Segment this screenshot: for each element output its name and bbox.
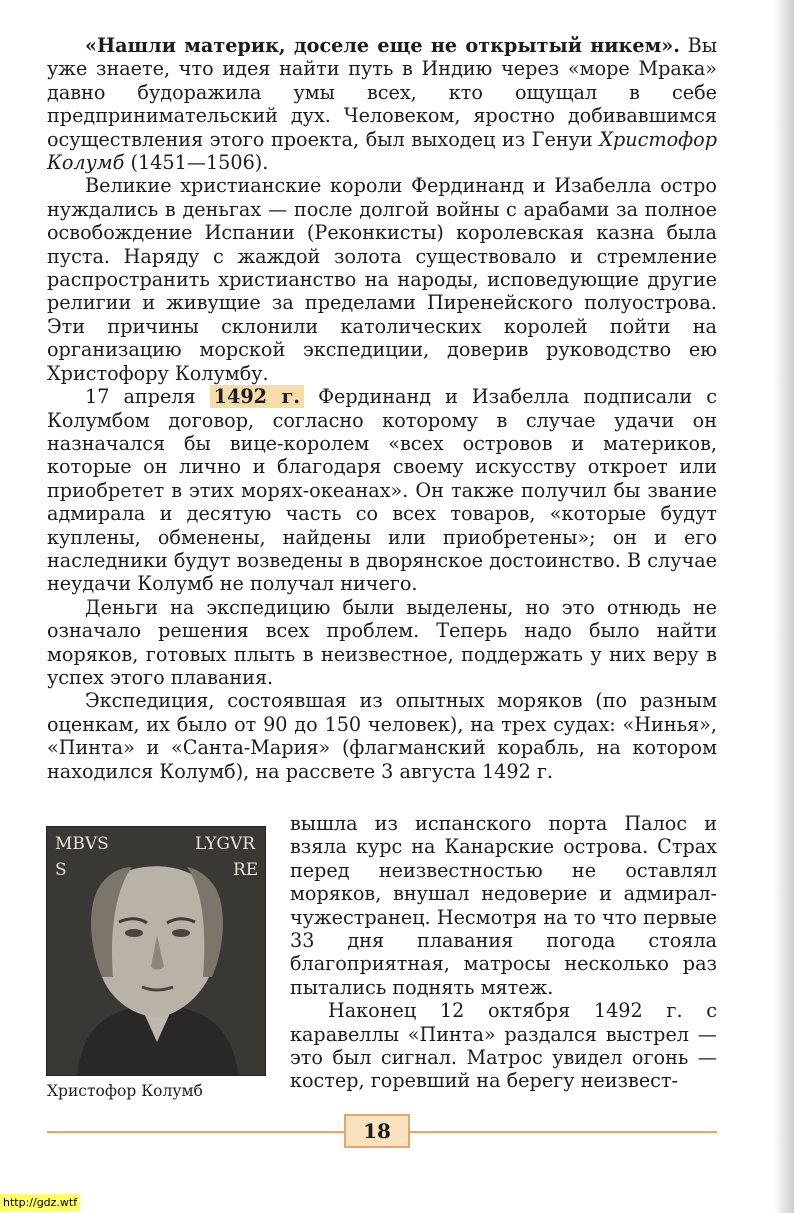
inscription-left-2: S bbox=[55, 860, 67, 880]
paragraph-3 bbox=[47, 385, 717, 596]
portrait-caption: Христофор Колумб bbox=[47, 1082, 203, 1100]
paragraph-5-continued: вышла из испанского порта Палос и взяла курс на Канарские острова. Страх перед неизвестностью не оставлял моряков, внушал недоверие и адмирал-чужестранец. Несмотря на то что первые 33 дня плавания погода стояла благоприятная, матросы несколько раз пытались поднять мятеж. bbox=[290, 812, 717, 999]
footer-rule-left bbox=[47, 1131, 344, 1133]
paragraph-3-text: Фердинанд и Изабелла подписали с Колумбом договор, согласно которому в случае удачи он назначался бы вице-королем «всех островов и материков, которые он лично и благодаря своему искусству откроет или приобретет в этих морях-океанах». Он также получил бы звание адмирала и десятую часть со всех товаров, «которые будут куплены, обменены, найдены или приобретены»; он и его наследники будут возведены в дворянское достоинство. В случае неудачи Колумб не получал ничего. bbox=[47, 385, 717, 596]
paragraph-6: Наконец 12 октября 1492 г. с каравеллы «Пинта» раздался выстрел — это был сигнал. Матрос увидел огонь — костер, горевший на берегу неизвест- bbox=[290, 999, 717, 1093]
paragraph-3-start: 17 апреля bbox=[85, 385, 210, 409]
paragraph-1-text: Вы уже знаете, что идея найти путь в Индию через «море Мрака» давно будоражила умы всех, кто ощущал в себе предпринимательский дух. Человеком, яростно добивавшимся осуществления этого проекта, был выходец из Генуи bbox=[47, 34, 717, 151]
person-name: Христофор Колумб bbox=[47, 127, 717, 175]
paragraph-lead: «Нашли материк, доселе еще не открытый никем». bbox=[85, 34, 680, 57]
wrapped-text-block bbox=[290, 812, 717, 1093]
highlighted-date: 1492 г. bbox=[210, 385, 304, 408]
columbus-portrait bbox=[46, 826, 266, 1076]
inscription-right-2: RE bbox=[233, 860, 259, 880]
life-years: (1451—1506). bbox=[124, 151, 269, 175]
paragraph-2: Великие христианские короли Фердинанд и Изабелла остро нуждались в деньгах — после долгой войны с арабами за полное освобождение Испании (Реконкисты) королевская казна была пуста. Наряду с жаждой золота существовало и стремление распространить христианство на народы, исповедующие другие религии и живущие за пределами Пиренейского полуострова. Эти причины склонили католических королей пойти на организацию морской экспедиции, доверив руководство ею Христофору Колумбу. bbox=[47, 174, 717, 385]
page-edge-shadow bbox=[774, 0, 794, 1213]
paragraph-5: Экспедиция, состоявшая из опытных моряков (по разным оценкам, их было от 90 до 150 человек), на трех судах: «Нинья», «Пинта» и «Санта-Мария» (флагманский корабль, на котором находился Колумб), на рассвете 3 августа 1492 г. bbox=[47, 689, 717, 783]
portrait-image bbox=[47, 827, 266, 1076]
paragraph-1 bbox=[47, 34, 717, 174]
footer-rule-right bbox=[410, 1131, 717, 1133]
inscription-right: LYGVR bbox=[195, 834, 256, 854]
inscription-left: MBVS bbox=[55, 834, 109, 854]
watermark-link[interactable]: http://gdz.wtf bbox=[0, 1194, 80, 1211]
main-text-block bbox=[47, 34, 717, 783]
paragraph-4: Деньги на экспедицию были выделены, но это отнюдь не означало решения всех проблем. Теперь надо было найти моряков, готовых плыть в неизвестное, поддержать у них веру в успех этого плавания. bbox=[47, 595, 717, 689]
page-number: 18 bbox=[344, 1114, 410, 1148]
